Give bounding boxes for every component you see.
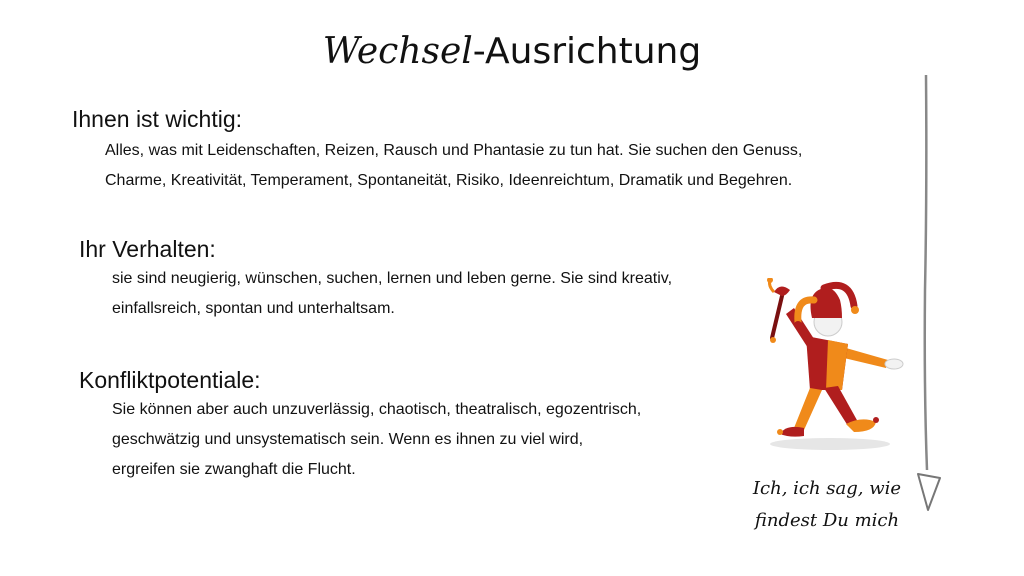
title-rest-part: -Ausrichtung: [472, 31, 702, 72]
paragraph-line: Charme, Kreativität, Temperament, Spontaneität, Risiko, Ideenreichtum, Dramatik und Begehren.: [105, 172, 793, 189]
page-title: [0, 30, 1024, 72]
paragraph-conflict: [112, 395, 641, 485]
caption-line: findest Du mich: [754, 510, 900, 531]
caption-line: Ich, ich sag, wie: [752, 478, 902, 499]
title-handwritten-part: Wechsel: [322, 31, 473, 72]
jester-caption: [752, 473, 902, 537]
pendulum-icon: [910, 70, 950, 520]
paragraph-line: Sie können aber auch unzuverlässig, chaotisch, theatralisch, egozentrisch,: [112, 401, 642, 418]
paragraph-behavior: [112, 264, 672, 324]
paragraph-line: einfallsreich, spontan und unterhaltsam.: [112, 300, 395, 317]
heading-behavior: Ihr Verhalten:: [79, 236, 216, 262]
heading-conflict: Konfliktpotentiale:: [79, 367, 261, 393]
paragraph-line: geschwätzig und unsystematisch sein. Wenn es ihnen zu viel wird,: [112, 431, 584, 448]
paragraph-important: [105, 136, 802, 196]
heading-important: Ihnen ist wichtig:: [72, 106, 243, 132]
paragraph-line: sie sind neugierig, wünschen, suchen, lernen und leben gerne. Sie sind kreativ,: [112, 270, 673, 287]
jester-icon: [750, 278, 910, 453]
paragraph-line: Alles, was mit Leidenschaften, Reizen, Rausch und Phantasie zu tun hat. Sie suchen den Genuss,: [105, 142, 803, 159]
paragraph-line: ergreifen sie zwanghaft die Flucht.: [112, 461, 356, 478]
